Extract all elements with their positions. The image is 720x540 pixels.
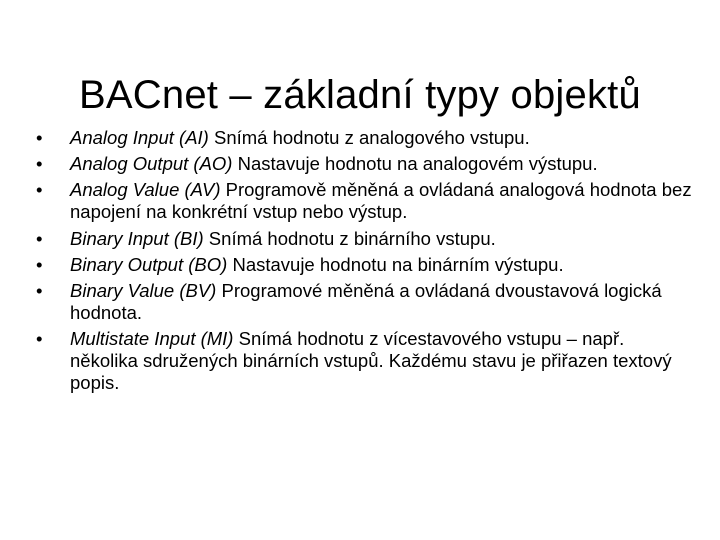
list-item-binary-value (36, 280, 696, 324)
object-type-term: Binary Value (BV) (70, 279, 217, 301)
bullet-icon: • (36, 253, 43, 275)
object-type-description: Snímá hodnotu z analogového vstupu. (208, 127, 530, 148)
object-type-description: Snímá hodnotu z vícestavového vstupu – např. několika sdružených binárních vstupů. Každému stavu je přiřazen textový popis. (70, 328, 672, 394)
object-type-description: Snímá hodnotu z binárního vstupu. (203, 227, 496, 249)
bullet-icon: • (36, 279, 43, 301)
list-item-analog-input (36, 127, 696, 149)
object-type-term: Multistate Input (MI) (70, 328, 234, 350)
object-type-description: Nastavuje hodnotu na analogovém výstupu. (232, 153, 598, 175)
list-item-analog-output (36, 153, 696, 175)
list-item-multistate-input (36, 328, 696, 394)
object-type-term: Analog Value (AV) (70, 179, 221, 201)
list-item-binary-input (36, 228, 696, 250)
object-type-term: Analog Input (AI) (70, 127, 209, 148)
bullet-icon: • (36, 227, 43, 249)
bullet-icon: • (36, 328, 43, 350)
object-type-description: Programové měněná a ovládaná dvoustavová logická hodnota. (70, 279, 662, 323)
object-type-term: Binary Output (BO) (70, 253, 228, 275)
object-type-description: Programově měněná a ovládaná analogová hodnota bez napojení na konkrétní vstup nebo výstup. (70, 179, 692, 223)
bullet-icon: • (36, 179, 43, 201)
object-type-term: Analog Output (AO) (70, 153, 233, 175)
list-item-binary-output (36, 254, 696, 276)
object-type-term: Binary Input (BI) (70, 227, 204, 249)
bullet-icon: • (36, 127, 43, 148)
bullet-icon: • (36, 153, 43, 175)
object-type-description: Nastavuje hodnotu na binárním výstupu. (227, 253, 564, 275)
bullet-list (36, 127, 696, 398)
slide-title: BACnet – základní typy objektů (79, 72, 641, 117)
list-item-analog-value (36, 179, 696, 223)
